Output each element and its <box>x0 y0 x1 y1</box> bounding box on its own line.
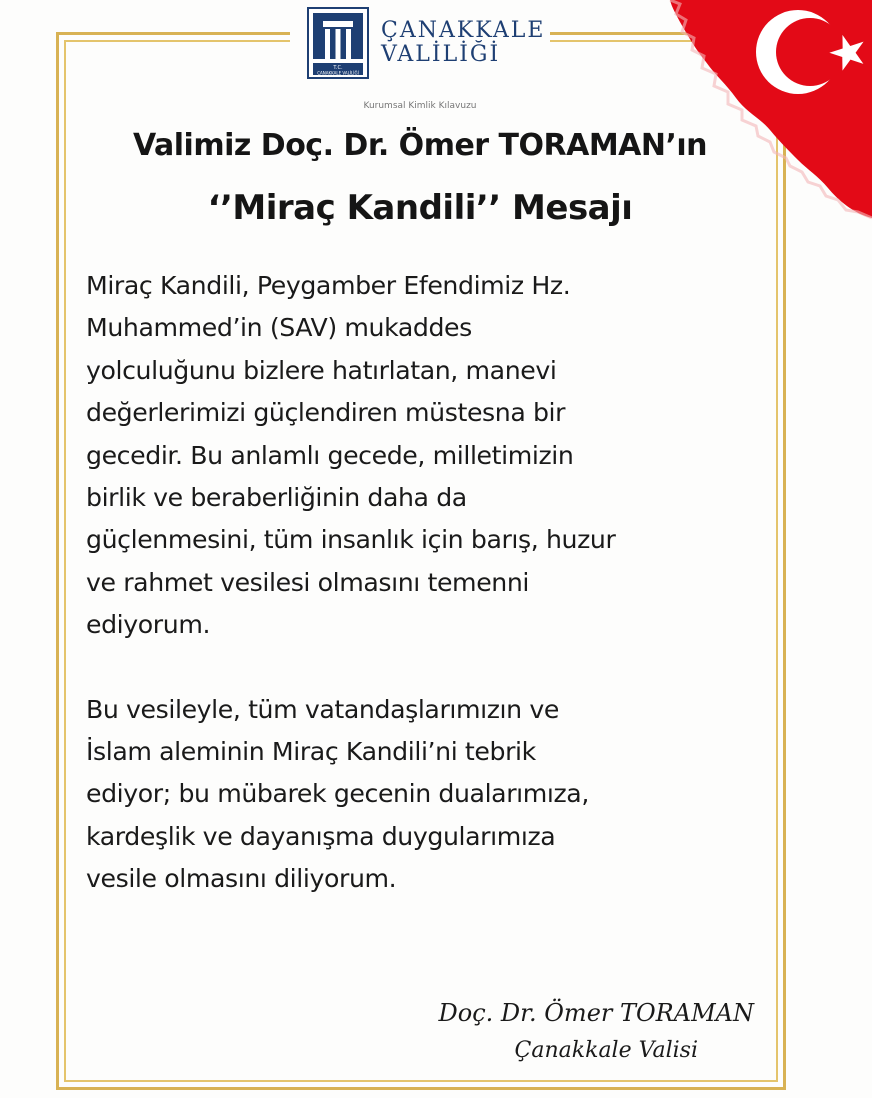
body-line: gecedir. Bu anlamlı gecede, milletimizin <box>86 440 574 470</box>
signature-title: Çanakkale Valisi <box>514 1038 698 1063</box>
body-line: kardeşlik ve dayanışma duygularımıza <box>86 821 556 851</box>
body-line: vesile olmasını diliyorum. <box>86 864 397 894</box>
paragraph-1 <box>86 265 768 647</box>
canakkale-valiligi-logo <box>307 6 546 80</box>
body-line: güçlenmesini, tüm insanlık için barış, huzur <box>86 525 616 555</box>
signature-block <box>400 996 760 1068</box>
body-line: ediyorum. <box>86 610 211 640</box>
body-line: değerlerimizi güçlendiren müstesna bir <box>86 398 566 428</box>
logo-wordmark <box>381 19 545 67</box>
message-title-line1: Valimiz Doç. Dr. Ömer TORAMAN’ın <box>132 128 708 163</box>
body-line: Muhammed’in (SAV) mukaddes <box>86 313 472 343</box>
message-title-line2: ‘’Miraç Kandili’’ Mesajı <box>207 188 633 228</box>
paragraph-2 <box>86 689 768 901</box>
body-line: Miraç Kandili, Peygamber Efendimiz Hz. <box>86 271 571 300</box>
body-line: Bu vesileyle, tüm vatandaşlarımızın ve <box>86 694 559 724</box>
body-line: ediyor; bu mübarek gecenin dualarımıza, <box>86 779 589 809</box>
logo-tc-text: T.C. <box>333 65 343 71</box>
logo-line2: VALİLİĞİ <box>381 42 501 67</box>
logo-subtitle: Kurumsal Kimlik Kılavuzu <box>363 101 477 108</box>
message-body <box>86 265 768 901</box>
canakkale-monument-icon <box>307 7 369 79</box>
logo-line1: ÇANAKKALE <box>381 18 546 43</box>
body-line: yolculuğunu bizlere hatırlatan, manevi <box>86 355 557 385</box>
logo-small-name-text: ÇANAKKALE VALİLİĞİ <box>317 70 359 76</box>
body-line: İslam aleminin Miraç Kandili’ni tebrik <box>86 737 536 767</box>
signature-name: Doç. Dr. Ömer TORAMAN <box>438 999 754 1027</box>
body-line: birlik ve beraberliğinin daha da <box>86 483 467 513</box>
body-line: ve rahmet vesilesi olmasını temenni <box>86 567 530 597</box>
